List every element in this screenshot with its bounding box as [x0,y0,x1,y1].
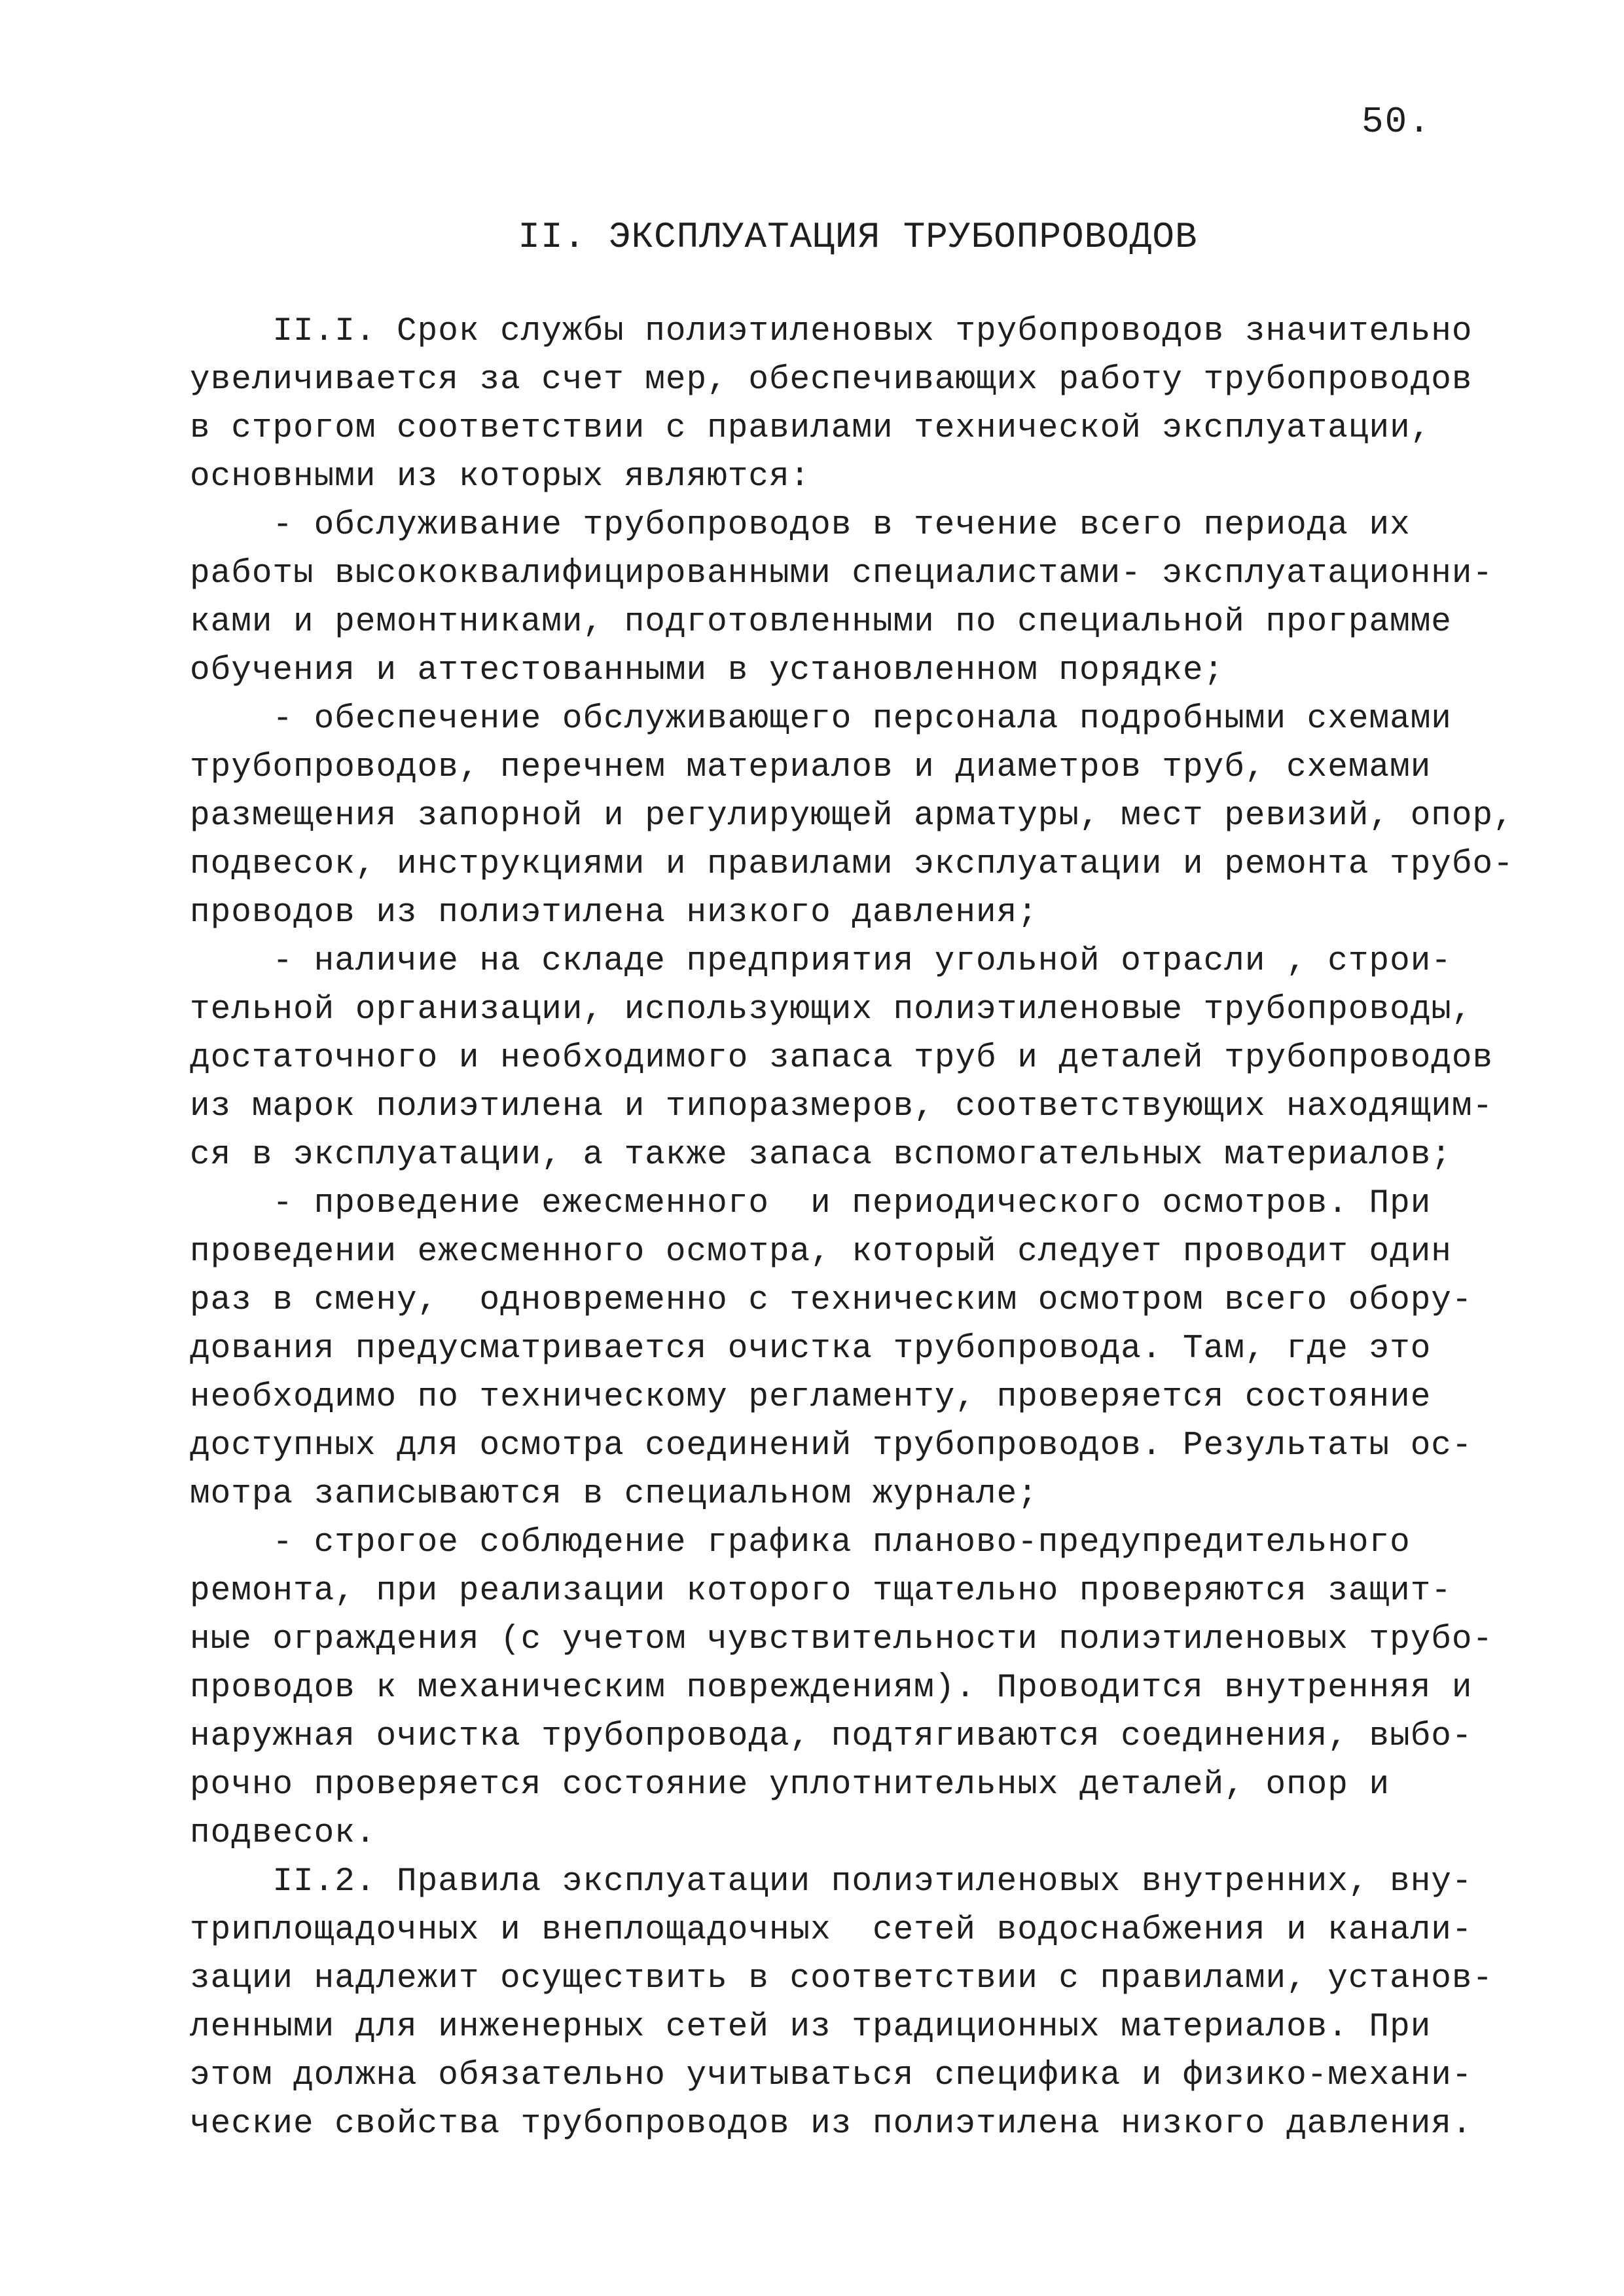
text-line: раз в смену, одновременно с техническим осмотром всего обору- [190,1282,1473,1319]
text-line: рочно проверяется состояние уплотнительных деталей, опор и [190,1766,1390,1804]
page-number: 50. [1362,101,1432,143]
text-line: работы высококвалифицированными специалистами- эксплуатационни- [190,555,1494,592]
text-line: наружная очистка трубопровода, подтягиваются соединения, выбо- [190,1718,1473,1755]
text-line: ческие свойства трубопроводов из полиэтилена низкого давления. [190,2105,1473,2143]
body-text [190,308,1514,2149]
text-line: доступных для осмотра соединений трубопроводов. Результаты ос- [190,1427,1473,1465]
text-line: достаточного и необходимого запаса труб и деталей трубопроводов [190,1040,1494,1077]
text-line: - проведение ежесменного и периодического осмотров. При [190,1185,1432,1222]
text-line: необходимо по техническому регламенту, проверяется состояние [190,1379,1432,1416]
text-line: - строгое соблюдение графика планово-предупредительного [190,1524,1411,1561]
text-line: увеличивается за счет мер, обеспечивающих работу трубопроводов [190,361,1473,399]
text-line: размещения запорной и регулирующей арматуры, мест ревизий, опор, [190,797,1514,835]
text-line: - обслуживание трубопроводов в течение всего периода их [190,507,1411,544]
text-line: подвесок, инструкциями и правилами эксплуатации и ремонта трубо- [190,846,1514,883]
text-line: - наличие на складе предприятия угольной отрасли , строи- [190,943,1452,980]
text-line: тельной организации, использующих полиэтиленовые трубопроводы, [190,991,1473,1029]
text-line: в строгом соответствии с правилами технической эксплуатации, [190,410,1432,447]
text-line: - обеспечение обслуживающего персонала подробными схемами [190,701,1452,738]
text-line: обучения и аттестованными в установленном порядке; [190,652,1225,689]
text-line: проводов из полиэтилена низкого давления; [190,894,1038,932]
text-line: дования предусматривается очистка трубопровода. Там, где это [190,1330,1432,1368]
text-line: II.I. Срок службы полиэтиленовых трубопроводов значительно [190,313,1473,350]
text-line: мотра записываются в специальном журнале; [190,1476,1038,1513]
text-line: ся в эксплуатации, а также запаса вспомогательных материалов; [190,1137,1452,1174]
text-line: трубопроводов, перечнем материалов и диаметров труб, схемами [190,749,1432,786]
text-line: ками и ремонтниками, подготовленными по специальной программе [190,604,1452,641]
text-line: ные ограждения (с учетом чувствительности полиэтиленовых трубо- [190,1621,1494,1658]
text-line: этом должна обязательно учитываться специфика и физико-механи- [190,2057,1473,2094]
text-line: ремонта, при реализации которого тщательно проверяются защит- [190,1573,1452,1610]
text-line: зации надлежит осуществить в соответствии с правилами, установ- [190,1960,1494,1997]
text-line: проводов к механическим повреждениям). Проводится внутренняя и [190,1669,1473,1707]
section-title: II. ЭКСПЛУАТАЦИЯ ТРУБОПРОВОДОВ [518,216,1198,258]
text-line: триплощадочных и внеплощадочных сетей водоснабжения и канали- [190,1912,1473,1949]
text-line: II.2. Правила эксплуатации полиэтиленовых внутренних, вну- [190,1863,1473,1901]
text-line: основными из которых являются: [190,458,811,496]
text-line: проведении ежесменного осмотра, который следует проводит один [190,1233,1452,1271]
text-line: подвесок. [190,1815,376,1852]
text-line: ленными для инженерных сетей из традиционных материалов. При [190,2009,1432,2046]
text-line: из марок полиэтилена и типоразмеров, соответствующих находящим- [190,1088,1494,1125]
